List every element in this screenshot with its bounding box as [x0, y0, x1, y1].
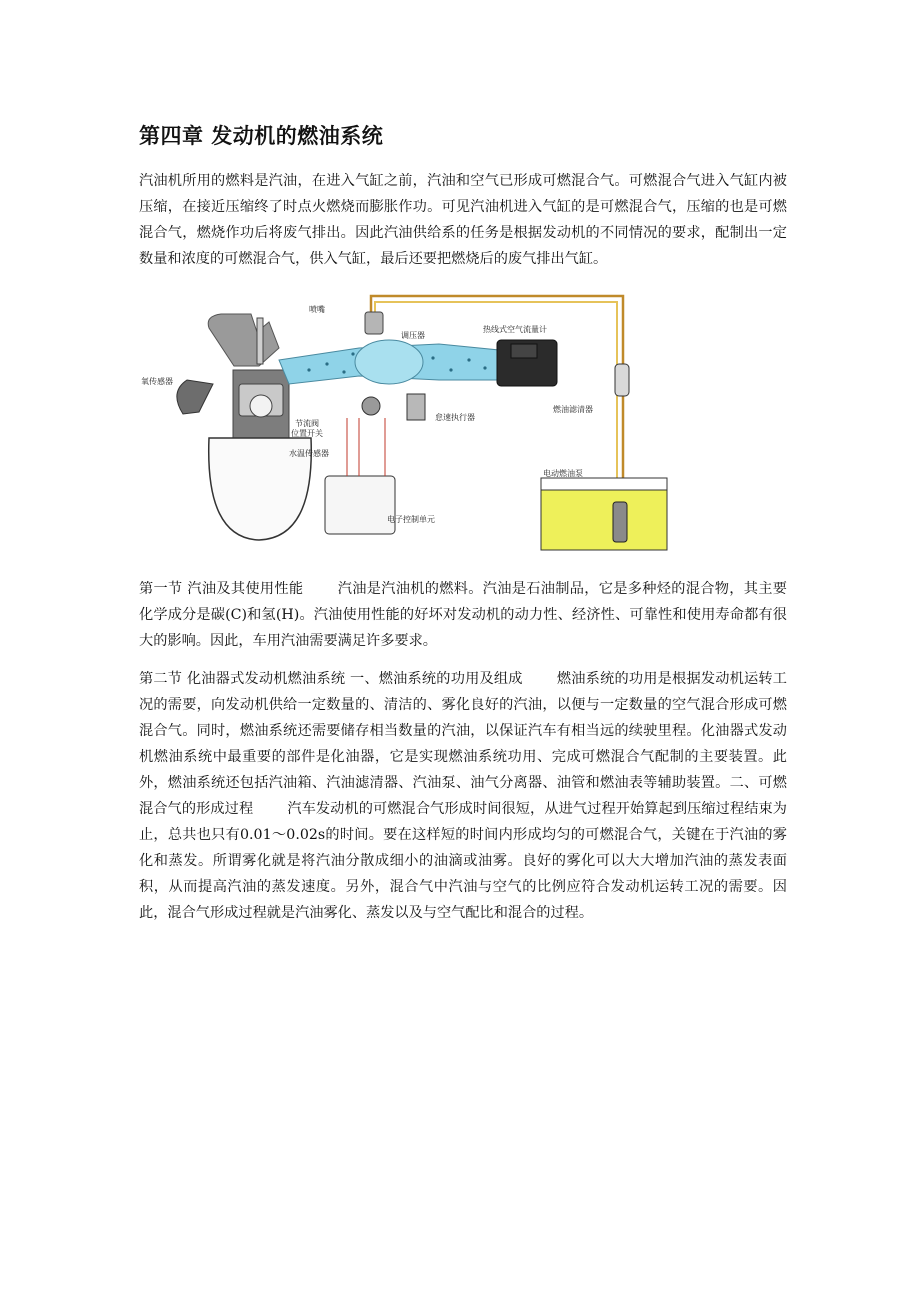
- fuel-pump: [613, 502, 627, 542]
- label-ecu: 电子控制单元: [387, 515, 435, 524]
- ecu-box: [325, 476, 395, 534]
- idle-actuator: [407, 394, 425, 420]
- page-title: 第四章 发动机的燃油系统: [139, 124, 384, 148]
- throttle-body: [355, 340, 423, 384]
- section-2-body-1: 燃油系统的功用是根据发动机运转工况的需要，向发动机供给一定数量的、清洁的、雾化良好的汽油，以便与一定数量的空气混合形成可燃混合气。同时，燃油系统还需要储存相当数量的汽油，以保证汽车有相当远的续驶里程。化油器式发动机燃油系统中最重要的部件是化油器，它是实现燃油系统功用、完成可燃混合气配制的主要装置。此外，燃油系统还包括汽油箱、汽油滤清器、汽油泵、油气分离器、油管和燃油表等辅助装置。二、可燃混合气的形成过程: [139, 671, 787, 817]
- section-2: [139, 666, 787, 926]
- section-1: [139, 576, 787, 654]
- injector: [257, 318, 263, 364]
- label-maf: 热线式空气流量计: [483, 325, 547, 334]
- section-1-body: 汽油是汽油机的燃料。汽油是石油制品，它是多种烃的混合物，其主要化学成分是碳(C)和氢(H)。汽油使用性能的好坏对发动机的动力性、经济性、可靠性和使用寿命都有很大的影响。因此，车用汽油需要满足许多要求。: [139, 581, 787, 649]
- label-coolant-sensor: 水温传感器: [289, 449, 329, 458]
- label-idle-actuator: 怠速执行器: [435, 413, 475, 422]
- label-fuel-pump: 电动燃油泵: [543, 469, 583, 478]
- section-2-body-2: 汽车发动机的可燃混合气形成时间很短，从进气过程开始算起到压缩过程结束为止，总共也只有0.01～0.02s的时间。要在这样短的时间内形成均匀的可燃混合气，关键在于汽油的雾化和蒸发。所谓雾化就是将汽油分散成细小的油滴或油雾。良好的雾化可以大大增加汽油的蒸发表面积，从而提高汽油的蒸发速度。另外，混合气中汽油与空气的比例应符合发动机运转工况的需要。因此，混合气形成过程就是汽油雾化、蒸发以及与空气配比和混合的过程。: [139, 801, 787, 921]
- label-fuel-filter: 燃油滤清器: [553, 405, 593, 414]
- fuel-tank: [541, 488, 667, 550]
- throttle-position-switch: [362, 397, 380, 415]
- diagram-svg: [139, 288, 671, 556]
- intro-paragraph: 汽油机所用的燃料是汽油，在进入气缸之前，汽油和空气已形成可燃混合气。可燃混合气进入气缸内被压缩，在接近压缩终了时点火燃烧而膨胀作功。可见汽油机进入气缸的是可燃混合气，压缩的也是可燃混合气，燃烧作功后将废气排出。因此汽油供给系的任务是根据发动机的不同情况的要求，配制出一定数量和浓度的可燃混合气，供入气缸，最后还要把燃烧后的废气排出气缸。: [139, 173, 787, 267]
- label-regulator: 调压器: [401, 331, 425, 340]
- pressure-regulator: [365, 312, 383, 334]
- fuel-filter: [615, 364, 629, 396]
- section-1-heading: 第一节 汽油及其使用性能: [139, 581, 304, 597]
- label-throttle-switch-1: 节流阀: [295, 419, 319, 428]
- efi-system-diagram: [139, 288, 671, 556]
- label-injector: 喷嘴: [309, 305, 325, 314]
- label-throttle-switch-2: 位置开关: [291, 429, 323, 438]
- section-2-heading: 第二节 化油器式发动机燃油系统 一、燃油系统的功用及组成: [139, 671, 523, 687]
- label-o2-sensor: 氧传感器: [141, 377, 173, 386]
- ecu-wires: [347, 418, 385, 476]
- engine-block: [177, 314, 311, 540]
